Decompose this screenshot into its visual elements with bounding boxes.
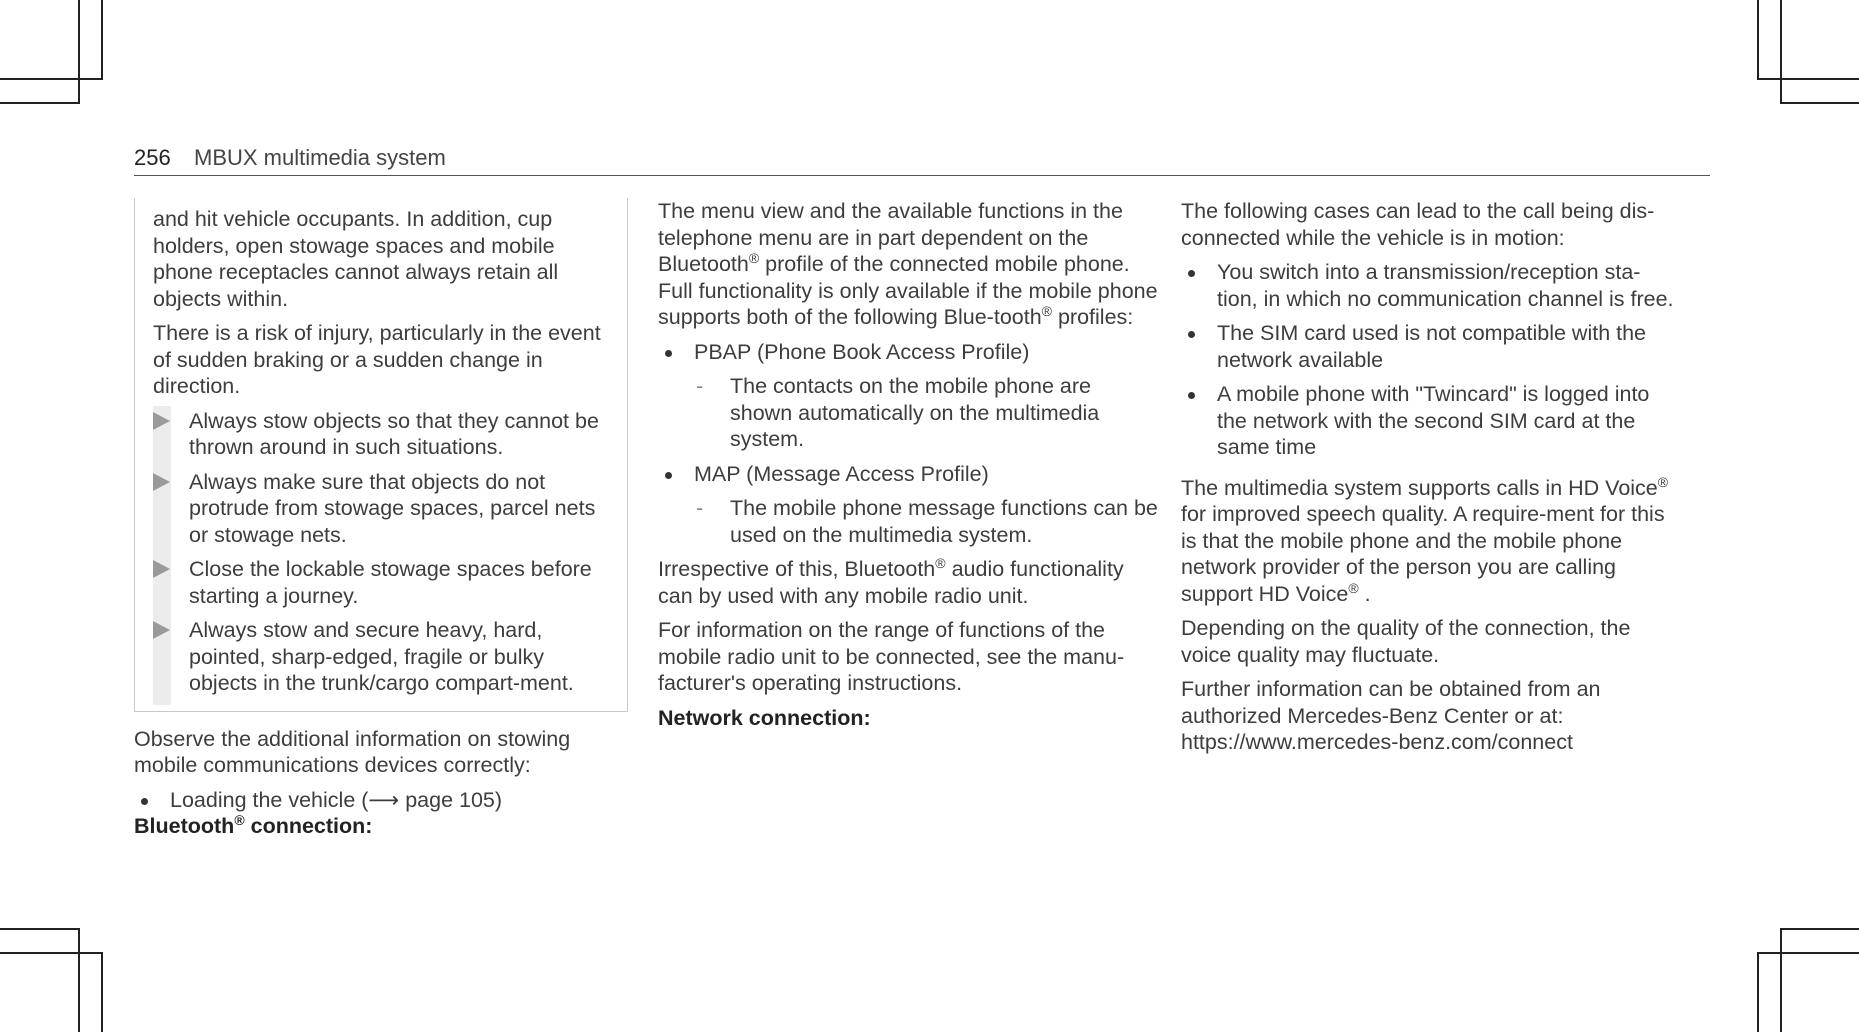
network-connection-heading: Network connection:	[658, 705, 871, 730]
crop-mark-bl-h2	[0, 952, 102, 954]
bullet-icon	[665, 350, 672, 357]
crop-mark-tl-h2	[0, 102, 79, 104]
disconnect-case: The SIM card used is not compatible with the network available	[1181, 320, 1681, 373]
profile-sub-item: - The contacts on the mobile phone are shown automatically on the multimedia system.	[696, 374, 1100, 451]
arrow-icon	[153, 560, 170, 578]
profile-sub-item: - The mobile phone message functions can be used on the multimedia system.	[696, 496, 1158, 547]
crop-mark-tr-h2	[1780, 102, 1859, 104]
hd-voice-paragraph: The multimedia system supports calls in HD Voice® for improved speech quality. A require-ment for this is that the mobile phone and the mobile phone network provider of the person you are calling support HD Voice® .	[1181, 473, 1669, 606]
column-middle	[658, 198, 1158, 739]
disconnect-case-list	[1181, 259, 1681, 461]
bullet-icon	[1188, 392, 1195, 399]
further-info-paragraph: Further information can be obtained from an authorized Mercedes-Benz Center or at: https://www.mercedes-benz.com/connect	[1181, 677, 1601, 754]
dash-icon: -	[696, 496, 704, 520]
bullet-icon	[141, 798, 148, 805]
observe-paragraph: Observe the additional information on stowing mobile communications devices correctly:	[134, 726, 571, 777]
disconnect-case: A mobile phone with "Twincard" is logged into the network with the second SIM card at the same time	[1181, 381, 1681, 461]
dash-icon: -	[696, 374, 704, 398]
running-header	[134, 143, 1710, 176]
crop-mark-tr-h	[1757, 78, 1859, 80]
profiles-paragraph: The menu view and the available functions in the telephone menu are in part dependent on the Bluetooth® profile of the connected mobile phone. Full functionality is only available if the mobile phone supports both of the following Blue-tooth® profiles:	[658, 199, 1158, 329]
profile-item-pbap: PBAP (Phone Book Access Profile) - The contacts on the mobile phone are shown automatically on the multimedia system.	[658, 339, 1158, 453]
warning-action-list	[153, 408, 607, 697]
voice-quality-paragraph: Depending on the quality of the connection, the voice quality may fluctuate.	[1181, 616, 1631, 667]
bullet-icon	[1188, 331, 1195, 338]
crop-mark-bl-v	[78, 928, 80, 1032]
column-right	[1181, 198, 1681, 764]
profile-list	[658, 339, 1158, 549]
disconnect-case: You switch into a transmission/reception sta-tion, in which no communication channel is free.	[1181, 259, 1681, 312]
bullet-icon	[665, 472, 672, 479]
crop-mark-br-h2	[1757, 952, 1859, 954]
crop-mark-tl-h	[0, 78, 102, 80]
warning-action: Always stow and secure heavy, hard, pointed, sharp-edged, fragile or bulky objects in the trunk/cargo compart-ment.	[153, 617, 607, 697]
warning-action: Always stow objects so that they cannot be thrown around in such situations.	[153, 408, 607, 461]
warning-paragraph: There is a risk of injury, particularly in the event of sudden braking or a sudden change in direction.	[153, 321, 601, 398]
page-reference-link[interactable]: Loading the vehicle (⟶ page 105)	[134, 787, 628, 814]
profile-sub-list	[694, 373, 1158, 453]
crop-mark-tr-v	[1757, 0, 1759, 80]
crop-mark-br-v2	[1780, 928, 1782, 1032]
column-left	[134, 198, 628, 848]
profile-item-map: MAP (Message Access Profile) - The mobile phone message functions can be used on the multimedia system.	[658, 461, 1158, 549]
warning-action: Close the lockable stowage spaces before starting a journey.	[153, 556, 607, 609]
crop-mark-bl-v2	[101, 952, 103, 1032]
bluetooth-connection-heading: Bluetooth® connection:	[134, 811, 373, 838]
manufacturer-paragraph: For information on the range of functions of the mobile radio unit to be connected, see the manu-facturer's operating instructions.	[658, 618, 1125, 695]
warning-paragraph: and hit vehicle occupants. In addition, cup holders, open stowage spaces and mobile phone receptacles cannot always retain all objects within.	[153, 207, 559, 311]
arrow-icon	[153, 473, 170, 491]
crop-mark-tr-v2	[1780, 0, 1782, 104]
crop-mark-br-v	[1757, 952, 1759, 1032]
profile-sub-list	[694, 495, 1158, 548]
crop-mark-br-h	[1780, 928, 1859, 930]
warning-box	[134, 198, 628, 712]
warning-action: Always make sure that objects do not protrude from stowage spaces, parcel nets or stowage nets.	[153, 469, 607, 549]
crop-mark-bl-h	[0, 928, 79, 930]
arrow-icon	[153, 412, 170, 430]
bullet-icon	[1188, 270, 1195, 277]
crop-mark-tl-v	[78, 0, 80, 104]
disconnect-intro: The following cases can lead to the call being dis-connected while the vehicle is in motion:	[1181, 199, 1655, 250]
page-number: 256	[134, 145, 171, 170]
reference-list	[134, 787, 628, 814]
arrow-icon	[153, 621, 170, 639]
section-title: MBUX multimedia system	[194, 145, 446, 170]
audio-paragraph: Irrespective of this, Bluetooth® audio functionality can by used with any mobile radio unit.	[658, 554, 1124, 608]
crop-mark-tl-v2	[101, 0, 103, 80]
